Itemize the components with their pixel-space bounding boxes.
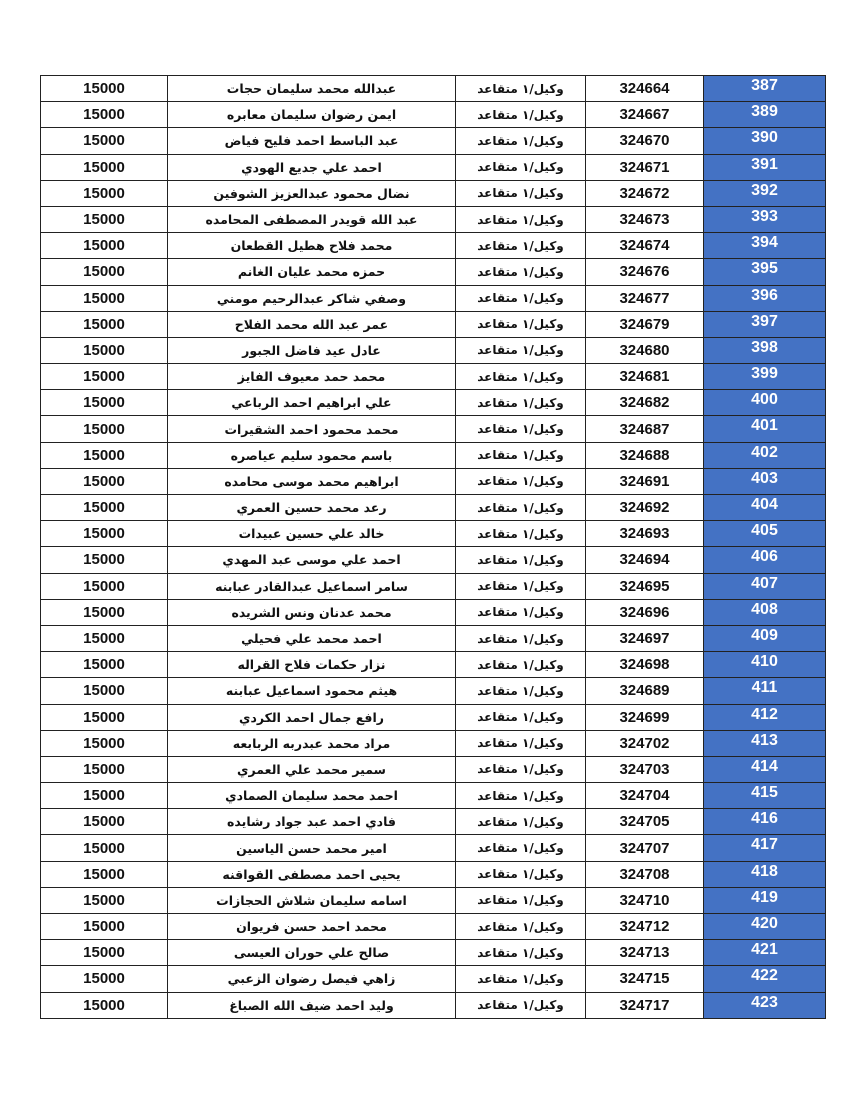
amount-cell: 15000 xyxy=(41,678,168,704)
name-cell: زاهي فيصل رضوان الزعبي xyxy=(168,966,456,992)
rank-cell: وكيل/١ متقاعد xyxy=(456,992,586,1018)
sequence-cell xyxy=(704,887,826,913)
table-row xyxy=(41,599,826,625)
name-cell: محمد فلاح هطيل القطعان xyxy=(168,233,456,259)
amount-cell: 15000 xyxy=(41,468,168,494)
rank-cell: وكيل/١ متقاعد xyxy=(456,966,586,992)
name-cell: احمد محمد علي فحيلي xyxy=(168,625,456,651)
sequence-number: 392 xyxy=(751,181,778,199)
sequence-cell xyxy=(704,547,826,573)
amount-cell: 15000 xyxy=(41,206,168,232)
table-row xyxy=(41,652,826,678)
name-cell: وليد احمد ضيف الله الصباغ xyxy=(168,992,456,1018)
sequence-cell xyxy=(704,678,826,704)
sequence-cell xyxy=(704,573,826,599)
amount-cell: 15000 xyxy=(41,914,168,940)
sequence-number: 418 xyxy=(751,862,778,880)
table-row xyxy=(41,547,826,573)
name-cell: علي ابراهيم احمد الرباعي xyxy=(168,390,456,416)
table-row xyxy=(41,573,826,599)
name-cell: محمد عدنان ونس الشريده xyxy=(168,599,456,625)
name-cell: عمر عبد الله محمد الفلاح xyxy=(168,311,456,337)
name-cell: اسامه سليمان شلاش الحجازات xyxy=(168,887,456,913)
id-number-cell: 324698 xyxy=(586,652,704,678)
sequence-cell xyxy=(704,311,826,337)
name-cell: هيثم محمود اسماعيل عبابنه xyxy=(168,678,456,704)
rank-cell: وكيل/١ متقاعد xyxy=(456,259,586,285)
id-number-cell: 324708 xyxy=(586,861,704,887)
table-row xyxy=(41,364,826,390)
table-row xyxy=(41,311,826,337)
name-cell: عادل عيد فاضل الجبور xyxy=(168,337,456,363)
sequence-cell xyxy=(704,625,826,651)
sequence-cell xyxy=(704,704,826,730)
sequence-number: 421 xyxy=(751,941,778,959)
sequence-cell xyxy=(704,468,826,494)
table-row xyxy=(41,756,826,782)
sequence-cell xyxy=(704,861,826,887)
sequence-cell xyxy=(704,940,826,966)
id-number-cell: 324693 xyxy=(586,521,704,547)
sequence-number: 389 xyxy=(751,103,778,121)
amount-cell: 15000 xyxy=(41,416,168,442)
rank-cell: وكيل/١ متقاعد xyxy=(456,311,586,337)
id-number-cell: 324717 xyxy=(586,992,704,1018)
sequence-cell xyxy=(704,206,826,232)
amount-cell: 15000 xyxy=(41,364,168,390)
amount-cell: 15000 xyxy=(41,652,168,678)
amount-cell: 15000 xyxy=(41,180,168,206)
table-row xyxy=(41,835,826,861)
name-cell: محمد حمد معيوف الفايز xyxy=(168,364,456,390)
table-row xyxy=(41,416,826,442)
rank-cell: وكيل/١ متقاعد xyxy=(456,390,586,416)
sequence-cell xyxy=(704,364,826,390)
sequence-cell xyxy=(704,992,826,1018)
amount-cell: 15000 xyxy=(41,521,168,547)
name-cell: رعد محمد حسين العمري xyxy=(168,495,456,521)
id-number-cell: 324702 xyxy=(586,730,704,756)
sequence-number: 416 xyxy=(751,810,778,828)
name-cell: احمد علي جديع الهودي xyxy=(168,154,456,180)
rank-cell: وكيل/١ متقاعد xyxy=(456,887,586,913)
table-row xyxy=(41,154,826,180)
rank-cell: وكيل/١ متقاعد xyxy=(456,521,586,547)
table-row xyxy=(41,625,826,651)
sequence-cell xyxy=(704,599,826,625)
amount-cell: 15000 xyxy=(41,835,168,861)
id-number-cell: 324710 xyxy=(586,887,704,913)
sequence-number: 408 xyxy=(751,600,778,618)
table-row xyxy=(41,966,826,992)
id-number-cell: 324699 xyxy=(586,704,704,730)
rank-cell: وكيل/١ متقاعد xyxy=(456,180,586,206)
table-row xyxy=(41,521,826,547)
rank-cell: وكيل/١ متقاعد xyxy=(456,154,586,180)
name-cell: رافع جمال احمد الكردي xyxy=(168,704,456,730)
name-cell: ايمن رضوان سليمان معابره xyxy=(168,102,456,128)
amount-cell: 15000 xyxy=(41,128,168,154)
amount-cell: 15000 xyxy=(41,730,168,756)
id-number-cell: 324705 xyxy=(586,809,704,835)
id-number-cell: 324692 xyxy=(586,495,704,521)
sequence-number: 400 xyxy=(751,391,778,409)
name-cell: باسم محمود سليم عياصره xyxy=(168,442,456,468)
table-row xyxy=(41,704,826,730)
sequence-number: 411 xyxy=(751,679,778,697)
rank-cell: وكيل/١ متقاعد xyxy=(456,573,586,599)
rank-cell: وكيل/١ متقاعد xyxy=(456,76,586,102)
amount-cell: 15000 xyxy=(41,756,168,782)
amount-cell: 15000 xyxy=(41,625,168,651)
rank-cell: وكيل/١ متقاعد xyxy=(456,337,586,363)
sequence-number: 417 xyxy=(751,836,778,854)
name-cell: امير محمد حسن الياسين xyxy=(168,835,456,861)
sequence-number: 397 xyxy=(751,312,778,330)
sequence-number: 401 xyxy=(751,417,778,435)
table-row xyxy=(41,809,826,835)
name-cell: يحيى احمد مصطفى القواقنه xyxy=(168,861,456,887)
name-cell: مراد محمد عبدربه الربابعه xyxy=(168,730,456,756)
retirees-table xyxy=(40,75,826,1019)
name-cell: احمد محمد سليمان الصمادي xyxy=(168,783,456,809)
id-number-cell: 324674 xyxy=(586,233,704,259)
rank-cell: وكيل/١ متقاعد xyxy=(456,730,586,756)
name-cell: حمزه محمد عليان الغانم xyxy=(168,259,456,285)
table-row xyxy=(41,468,826,494)
sequence-number: 393 xyxy=(751,207,778,225)
sequence-number: 403 xyxy=(751,469,778,487)
sequence-number: 407 xyxy=(751,574,778,592)
name-cell: عبد الله قويدر المصطفى المحامده xyxy=(168,206,456,232)
rank-cell: وكيل/١ متقاعد xyxy=(456,364,586,390)
sequence-number: 402 xyxy=(751,443,778,461)
table-row xyxy=(41,285,826,311)
table-row xyxy=(41,495,826,521)
amount-cell: 15000 xyxy=(41,390,168,416)
sequence-cell xyxy=(704,180,826,206)
sequence-number: 409 xyxy=(751,626,778,644)
sequence-number: 404 xyxy=(751,496,778,513)
id-number-cell: 324715 xyxy=(586,966,704,992)
amount-cell: 15000 xyxy=(41,966,168,992)
name-cell: سمير محمد علي العمري xyxy=(168,756,456,782)
rank-cell: وكيل/١ متقاعد xyxy=(456,547,586,573)
table-row xyxy=(41,128,826,154)
amount-cell: 15000 xyxy=(41,495,168,521)
name-cell: وصفي شاكر عبدالرحيم مومني xyxy=(168,285,456,311)
amount-cell: 15000 xyxy=(41,887,168,913)
amount-cell: 15000 xyxy=(41,285,168,311)
sequence-number: 412 xyxy=(751,705,778,723)
sequence-number: 396 xyxy=(751,286,778,304)
sequence-number: 394 xyxy=(751,234,778,252)
id-number-cell: 324713 xyxy=(586,940,704,966)
table-row xyxy=(41,76,826,102)
table-row xyxy=(41,783,826,809)
rank-cell: وكيل/١ متقاعد xyxy=(456,285,586,311)
sequence-number: 414 xyxy=(751,757,778,775)
name-cell: خالد علي حسين عبيدات xyxy=(168,521,456,547)
rank-cell: وكيل/١ متقاعد xyxy=(456,704,586,730)
sequence-cell xyxy=(704,835,826,861)
id-number-cell: 324679 xyxy=(586,311,704,337)
rank-cell: وكيل/١ متقاعد xyxy=(456,102,586,128)
rank-cell: وكيل/١ متقاعد xyxy=(456,652,586,678)
sequence-number: 423 xyxy=(751,993,778,1011)
id-number-cell: 324707 xyxy=(586,835,704,861)
id-number-cell: 324671 xyxy=(586,154,704,180)
table-row xyxy=(41,861,826,887)
name-cell: ابراهيم محمد موسى محامده xyxy=(168,468,456,494)
id-number-cell: 324691 xyxy=(586,468,704,494)
name-cell: عبد الباسط احمد فليح فياض xyxy=(168,128,456,154)
amount-cell: 15000 xyxy=(41,573,168,599)
id-number-cell: 324664 xyxy=(586,76,704,102)
sequence-number: 420 xyxy=(751,915,778,932)
table-row xyxy=(41,730,826,756)
id-number-cell: 324695 xyxy=(586,573,704,599)
amount-cell: 15000 xyxy=(41,783,168,809)
sequence-number: 415 xyxy=(751,784,778,802)
name-cell: سامر اسماعيل عبدالقادر عبابنه xyxy=(168,573,456,599)
id-number-cell: 324676 xyxy=(586,259,704,285)
amount-cell: 15000 xyxy=(41,547,168,573)
table-row xyxy=(41,887,826,913)
id-number-cell: 324703 xyxy=(586,756,704,782)
rank-cell: وكيل/١ متقاعد xyxy=(456,442,586,468)
id-number-cell: 324670 xyxy=(586,128,704,154)
sequence-cell xyxy=(704,337,826,363)
name-cell: محمد احمد حسن فريوان xyxy=(168,914,456,940)
amount-cell: 15000 xyxy=(41,154,168,180)
sequence-cell xyxy=(704,521,826,547)
table-row xyxy=(41,206,826,232)
name-cell: محمد محمود احمد الشقيرات xyxy=(168,416,456,442)
table-body xyxy=(41,76,826,1019)
amount-cell: 15000 xyxy=(41,599,168,625)
sequence-cell xyxy=(704,652,826,678)
sequence-number: 391 xyxy=(751,155,778,173)
amount-cell: 15000 xyxy=(41,704,168,730)
table-row xyxy=(41,337,826,363)
table-row xyxy=(41,102,826,128)
id-number-cell: 324688 xyxy=(586,442,704,468)
sequence-cell xyxy=(704,730,826,756)
id-number-cell: 324667 xyxy=(586,102,704,128)
sequence-number: 405 xyxy=(751,522,778,540)
sequence-number: 390 xyxy=(751,129,778,147)
table-row xyxy=(41,390,826,416)
name-cell: احمد علي موسى عبد المهدي xyxy=(168,547,456,573)
rank-cell: وكيل/١ متقاعد xyxy=(456,495,586,521)
id-number-cell: 324687 xyxy=(586,416,704,442)
rank-cell: وكيل/١ متقاعد xyxy=(456,599,586,625)
rank-cell: وكيل/١ متقاعد xyxy=(456,128,586,154)
sequence-number: 413 xyxy=(751,731,778,749)
id-number-cell: 324672 xyxy=(586,180,704,206)
amount-cell: 15000 xyxy=(41,259,168,285)
name-cell: عبدالله محمد سليمان حجات xyxy=(168,76,456,102)
sequence-cell xyxy=(704,102,826,128)
sequence-cell xyxy=(704,285,826,311)
rank-cell: وكيل/١ متقاعد xyxy=(456,468,586,494)
rank-cell: وكيل/١ متقاعد xyxy=(456,809,586,835)
sequence-cell xyxy=(704,756,826,782)
name-cell: فادي احمد عبد جواد رشايده xyxy=(168,809,456,835)
id-number-cell: 324694 xyxy=(586,547,704,573)
sequence-number: 422 xyxy=(751,967,778,985)
id-number-cell: 324712 xyxy=(586,914,704,940)
rank-cell: وكيل/١ متقاعد xyxy=(456,756,586,782)
rank-cell: وكيل/١ متقاعد xyxy=(456,416,586,442)
amount-cell: 15000 xyxy=(41,311,168,337)
sequence-cell xyxy=(704,495,826,521)
id-number-cell: 324696 xyxy=(586,599,704,625)
sequence-cell xyxy=(704,809,826,835)
sequence-cell xyxy=(704,128,826,154)
rank-cell: وكيل/١ متقاعد xyxy=(456,206,586,232)
id-number-cell: 324673 xyxy=(586,206,704,232)
amount-cell: 15000 xyxy=(41,809,168,835)
sequence-cell xyxy=(704,233,826,259)
table-row xyxy=(41,259,826,285)
amount-cell: 15000 xyxy=(41,442,168,468)
amount-cell: 15000 xyxy=(41,992,168,1018)
id-number-cell: 324682 xyxy=(586,390,704,416)
sequence-number: 399 xyxy=(751,365,778,383)
amount-cell: 15000 xyxy=(41,233,168,259)
amount-cell: 15000 xyxy=(41,861,168,887)
sequence-cell xyxy=(704,783,826,809)
id-number-cell: 324697 xyxy=(586,625,704,651)
table-row xyxy=(41,233,826,259)
sequence-cell xyxy=(704,442,826,468)
rank-cell: وكيل/١ متقاعد xyxy=(456,678,586,704)
sequence-number: 387 xyxy=(751,77,778,94)
id-number-cell: 324681 xyxy=(586,364,704,390)
id-number-cell: 324677 xyxy=(586,285,704,311)
sequence-cell xyxy=(704,259,826,285)
amount-cell: 15000 xyxy=(41,940,168,966)
rank-cell: وكيل/١ متقاعد xyxy=(456,914,586,940)
table-row xyxy=(41,442,826,468)
rank-cell: وكيل/١ متقاعد xyxy=(456,835,586,861)
table-row xyxy=(41,992,826,1018)
sequence-number: 419 xyxy=(751,888,778,906)
rank-cell: وكيل/١ متقاعد xyxy=(456,940,586,966)
rank-cell: وكيل/١ متقاعد xyxy=(456,783,586,809)
id-number-cell: 324704 xyxy=(586,783,704,809)
sequence-number: 406 xyxy=(751,548,778,566)
sequence-cell xyxy=(704,914,826,940)
amount-cell: 15000 xyxy=(41,337,168,363)
table-row xyxy=(41,940,826,966)
id-number-cell: 324689 xyxy=(586,678,704,704)
sequence-cell xyxy=(704,76,826,102)
name-cell: نزار حكمات فلاح القراله xyxy=(168,652,456,678)
table-row xyxy=(41,180,826,206)
sequence-cell xyxy=(704,390,826,416)
sequence-cell xyxy=(704,154,826,180)
sequence-number: 395 xyxy=(751,260,778,278)
id-number-cell: 324680 xyxy=(586,337,704,363)
name-cell: نضال محمود عبدالعزيز الشوفين xyxy=(168,180,456,206)
name-cell: صالح علي حوران العيسى xyxy=(168,940,456,966)
amount-cell: 15000 xyxy=(41,76,168,102)
sequence-cell xyxy=(704,966,826,992)
sequence-number: 398 xyxy=(751,338,778,356)
table-row xyxy=(41,914,826,940)
rank-cell: وكيل/١ متقاعد xyxy=(456,861,586,887)
sequence-number: 410 xyxy=(751,653,778,671)
rank-cell: وكيل/١ متقاعد xyxy=(456,233,586,259)
rank-cell: وكيل/١ متقاعد xyxy=(456,625,586,651)
sequence-cell xyxy=(704,416,826,442)
amount-cell: 15000 xyxy=(41,102,168,128)
table-row xyxy=(41,678,826,704)
